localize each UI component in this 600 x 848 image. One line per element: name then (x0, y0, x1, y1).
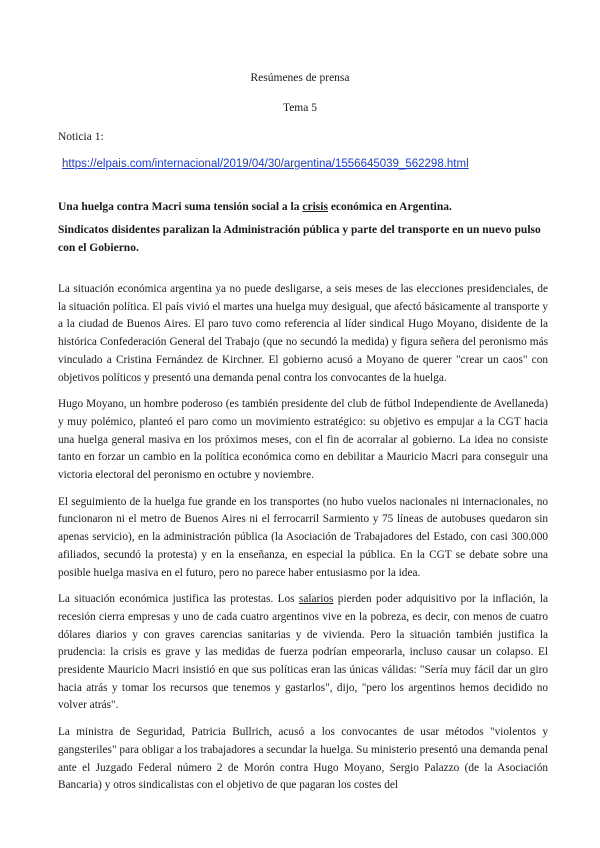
salarios-link[interactable]: salarios (298, 593, 334, 606)
headline-text-start: Una huelga contra Macri suma tensión social a la (58, 201, 300, 213)
article-subheadline: Sindicatos disidentes paralizan la Administración pública y parte del transporte en un nuevo pulso con el Gobierno. (58, 224, 541, 254)
article-headline (58, 198, 550, 216)
paragraph-5: La ministra de Seguridad, Patricia Bullrich, acusó a los convocantes de usar métodos "violentos y gangsteriles" para obligar a los trabajadores a secundar la huelga. Su ministerio presentó una demanda penal ante el Juzgado Federal número 2 de Morón contra Hugo Moyano, Sergio Palazzo (de la Asociación Bancaria) y otros sindicalistas con el objetivo de que pagaran los costes del (58, 726, 548, 792)
crisis-link[interactable]: crisis (302, 201, 328, 213)
paragraph-4-start: La situación económica justifica las protestas. Los (58, 593, 295, 606)
paragraph-1: La situación económica argentina ya no puede desligarse, a seis meses de las elecciones presidenciales, de la situación política. El país vivió el martes una huelga muy desigual, que afectó básicamente al transporte y a la ciudad de Buenos Aires. El paro tuvo como referencia al líder sindical Hugo Moyano, disidente de la histórica Confederación General del Trabajo (que no secundó la medida) y figura señera del peronismo más vinculado a Cristina Fernández de Kirchner. El gobierno acusó a Moyano de querer "crear un caos" con objetivos políticos y presentó una demanda penal contra los convocantes de la huelga. (58, 283, 548, 384)
paragraph-2: Hugo Moyano, un hombre poderoso (es también presidente del club de fútbol Independiente de Avellaneda) y muy polémico, planteó el paro como un movimiento estratégico: su objetivo es empujar a la CGT hacia una huelga general masiva en los próximos meses, con el fin de acorralar al gobierno. La idea no consiste tanto en forzar un cambio en la política económica como en debilitar a Mauricio Macri para conseguir una victoria electoral del peronismo en octubre y noviembre. (58, 398, 548, 482)
document-title: Resúmenes de prensa (250, 72, 350, 84)
paragraph-4-end: pierden poder adquisitivo por la inflación, la recesión cierra empresas y uno de cada cuatro argentinos vive en la pobreza, es decir, con menos de cuatro dólares diarios y con graves carencias sanitarias y de vivienda. Pero la situación también justifica la prudencia: la crisis es grave y las medidas de fuerza podrían empeorarla, incluso causar un colapso. El presidente Mauricio Macri insistió en que sus políticas eran las únicas válidas: "Sería muy fácil dar un giro hacia atrás y tomar los recursos que tenemos y gastarlos", dijo, "pero los argentinos hemos decidido no volver atrás". (58, 593, 549, 712)
paragraph-3: El seguimiento de la huelga fue grande en los transportes (no hubo vuelos nacionales ni internacionales, no funcionaron ni el metro de Buenos Aires ni el ferrocarril Sarmiento y 75 líneas de autobuses quedaron sin apenas servicio), en la administración pública (la Asociación de Trabajadores del Estado, con casi 300.000 afiliados, secundó la protesta) y en la enseñanza, en especial la pública. En la CGT se debate sobre una posible huelga masiva en el futuro, pero no parece haber entusiasmo por la idea. (58, 495, 548, 579)
article-body (58, 281, 548, 804)
headline-text-end: económica en Argentina. (330, 201, 452, 213)
notice-label: Noticia 1: (58, 131, 104, 143)
source-link[interactable]: https://elpais.com/internacional/2019/04/30/argentina/1556645039_562298.html (62, 158, 469, 170)
paragraph-4 (58, 591, 548, 715)
topic-label: Tema 5 (282, 102, 317, 114)
